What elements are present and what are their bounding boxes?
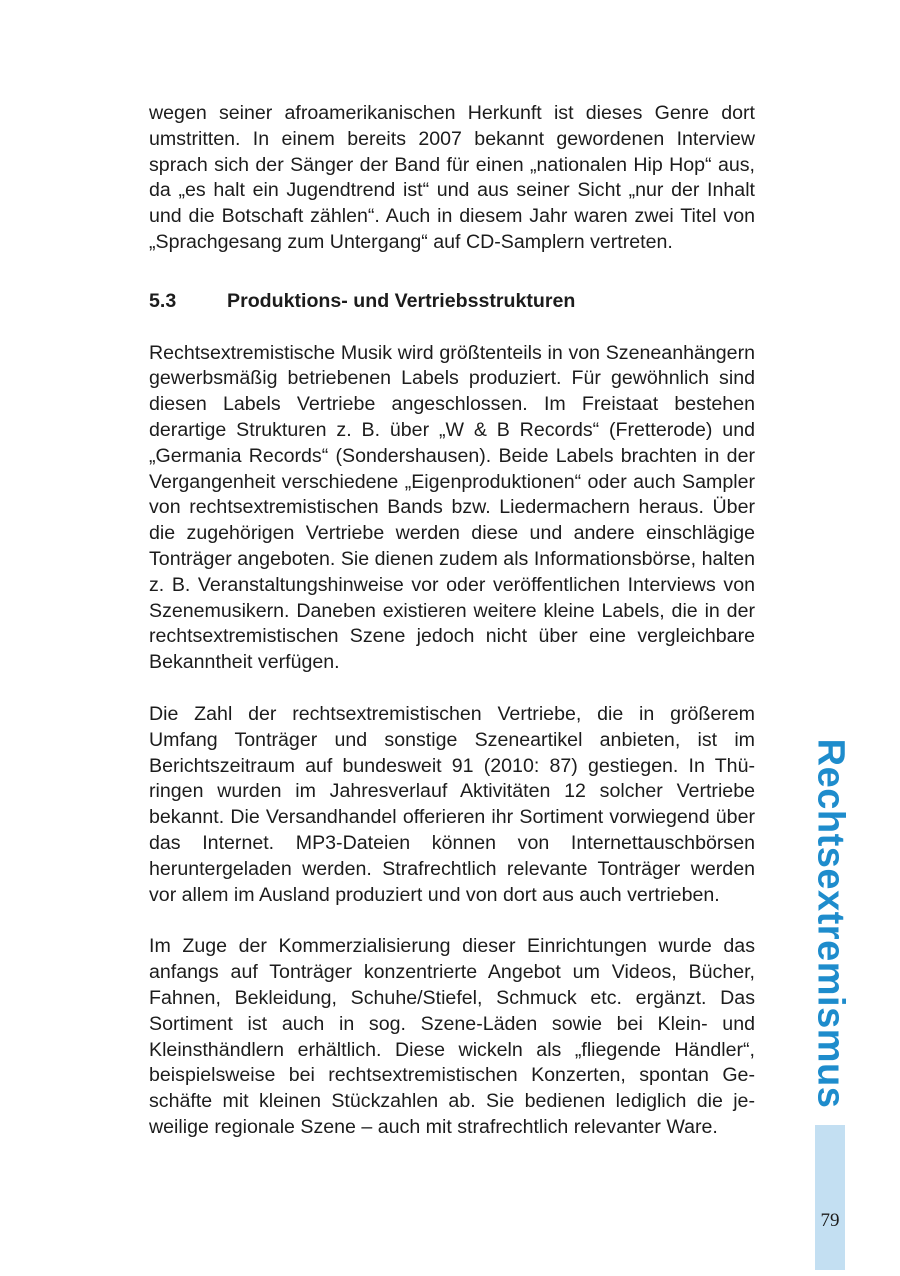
spacer	[149, 315, 755, 341]
spacer	[149, 676, 755, 702]
section-title: Produktions- und Vertriebsstrukturen	[227, 289, 576, 312]
spacer	[149, 908, 755, 934]
body-paragraph-2: Die Zahl der rechtsextremistischen Vertriebe, die in größerem Umfang Tonträger und sonstige Szeneartikel anbieten, ist im Berichtszeitraum auf bundesweit 91 (2010: 87) gestiegen. In Thüringen wurden im Jahresverlauf Aktivitäten 12 solcher Vertriebe bekannt. Die Versandhandel offerieren ihr Sortiment vorwiegend über das Internet. MP3-Dateien können von Internettauschbörsen heruntergeladen werden. Strafrechtlich relevante Tonträger werden vor allem im Ausland produziert und von dort aus auch vertrieben.	[149, 702, 755, 906]
chapter-tab-bar	[815, 1125, 845, 1270]
body-paragraph-3: Im Zuge der Kommerzialisierung dieser Einrichtungen wurde das anfangs auf Tonträger konzentrierte Angebot um Videos, Bücher, Fahnen, Bekleidung, Schuhe/Stiefel, Schmuck etc. ergänzt. Das Sortiment ist auch in sog. Szene-Läden sowie bei Klein- und Kleinsthändlern erhältlich. Diese wickeln als „fliegende Händler“, beispielsweise bei rechtsextremistischen Konzerten, spontan Geschäfte mit kleinen Stückzahlen ab. Sie bedienen lediglich die jeweilige regionale Szene – auch mit strafrechtlich relevanter Ware.	[149, 935, 755, 1138]
spacer	[149, 256, 755, 289]
chapter-side-title	[805, 738, 855, 1108]
intro-paragraph: wegen seiner afroamerikanischen Herkunft ist dieses Genre dort umstritten. In einem bereits 2007 bekannt gewordenen Interview sprach sich der Sänger der Band für einen „nationalen Hip Hop“ aus, da „es halt ein Jugendtrend ist“ und aus seiner Sicht „nur der Inhalt und die Botschaft zählen“. Auch in diesem Jahr waren zwei Titel von „Sprachgesang zum Untergang“ auf CD-Samplern vertreten.	[149, 102, 755, 253]
chapter-side-label: Rechtsextremismus	[809, 738, 852, 1108]
page-number: 79	[820, 1210, 840, 1231]
page-body	[149, 101, 755, 1141]
section-heading	[149, 289, 755, 315]
body-paragraph-1: Rechtsextremistische Musik wird größtenteils in von Szeneanhängern gewerbsmäßig betriebenen Labels produziert. Für gewöhnlich sind diesen Labels Vertriebe angeschlossen. Im Freistaat bestehen derartige Strukturen z. B. über „W & B Records“ (Fretterode) und „Germania Records“ (Sondershausen). Beide Labels brachten in der Vergangenheit verschiedene „Eigenproduktionen“ oder auch Sampler von rechtsextremistischen Bands bzw. Liedermachern heraus. Über die zugehörigen Vertriebe werden diese und andere einschlägige Tonträger angeboten. Sie dienen zudem als Informationsbörse, halten z. B. Veranstaltungshinweise vor oder veröffentlichen Interviews von Szenemusikern. Daneben existieren weitere kleine Labels, die in der rechtsextremistischen Szene jedoch nicht über eine vergleichbare Bekanntheit verfügen.	[149, 341, 755, 674]
section-number: 5.3	[149, 289, 177, 312]
